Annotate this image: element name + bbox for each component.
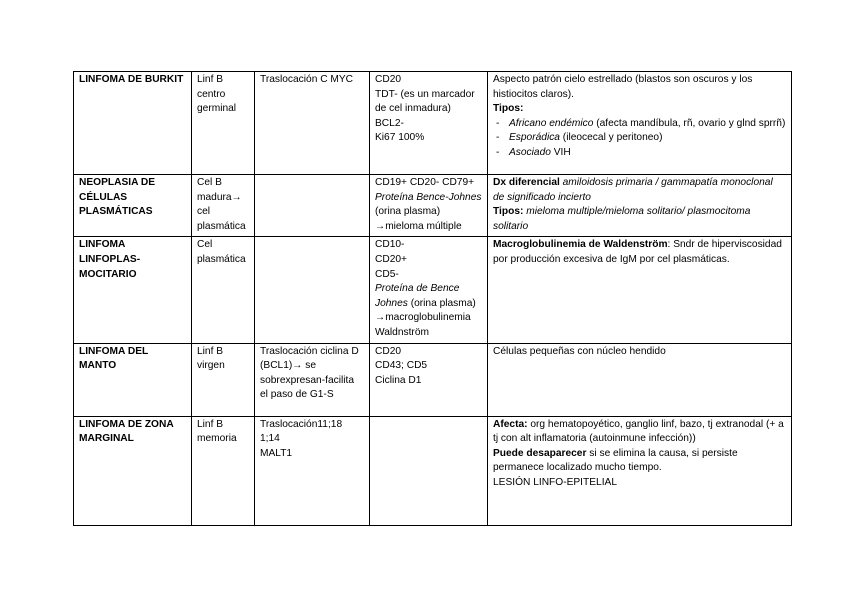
marker-line: CD20 — [375, 74, 402, 85]
cell-origin-cell — [192, 237, 255, 343]
cell-origin-cell — [192, 343, 255, 416]
translocation-cell — [255, 175, 370, 237]
lesion-line: LESIÓN LINFO-EPITELIAL — [493, 476, 617, 488]
type-name: Africano endémico — [509, 117, 594, 129]
cell-origin-line: Cel — [197, 239, 213, 251]
cell-origin-cell — [192, 416, 255, 525]
types-line — [493, 205, 786, 234]
types-label: Tipos: — [493, 103, 524, 115]
row-name-cell: LINFOMA DE BURKIT — [74, 72, 192, 175]
disappear-text: si se elimina la causa, si persiste permanece localizado mucho tiempo. — [493, 447, 738, 474]
list-item — [493, 117, 786, 132]
markers-cell — [370, 175, 488, 237]
markers-cell — [370, 237, 488, 343]
type-detail: VIH — [550, 146, 571, 158]
notes-label: Macroglobulinemia de Waldenström — [493, 239, 668, 251]
cell-origin-line: memoria — [197, 433, 237, 445]
affects-text: org hematopoyético, ganglio linf, bazo, tj extranodal (+ a tj con alt inflamatoria (autoinmune infección)) — [493, 418, 784, 445]
cell-origin-line: cel — [197, 206, 211, 218]
notes-line — [493, 238, 786, 267]
table-row — [74, 343, 792, 416]
marker-line — [375, 282, 482, 340]
cell-origin-cell — [192, 175, 255, 237]
translocation-line: Traslocación11;18 — [260, 418, 343, 430]
types-label: Tipos: — [493, 206, 524, 218]
table-row — [74, 237, 792, 343]
marker-line: Ciclina D1 — [375, 374, 422, 386]
marker-line: CD19+ CD20- CD79+ — [375, 177, 475, 188]
marker-line — [375, 191, 482, 235]
translocation-line: MALT1 — [260, 447, 293, 459]
translocation-cell — [255, 72, 370, 175]
translocation-cell — [255, 343, 370, 416]
list-item — [493, 146, 786, 161]
affects-label: Afecta: — [493, 418, 528, 430]
markers-cell — [370, 416, 488, 525]
marker-after: (orina plasma) →macroglobulinemia Waldnström — [375, 297, 476, 338]
dx-line — [493, 176, 786, 205]
translocation-cell — [255, 237, 370, 343]
types-list — [493, 117, 786, 161]
cell-origin-line: virgen — [197, 360, 225, 372]
row-name-cell: NEOPLASIA DE CÉLULAS PLASMÁTICAS — [74, 175, 192, 237]
marker-line: Ki67 100% — [375, 132, 425, 144]
marker-line: CD5- — [375, 268, 399, 280]
row-name-cell: LINFOMA DEL MANTO — [74, 343, 192, 416]
marker-line: CD10- — [375, 239, 405, 251]
list-item — [493, 131, 786, 146]
dx-label: Dx diferencial — [493, 177, 560, 188]
type-detail: (afecta mandíbula, rñ, ovario y glnd sprrñ) — [593, 117, 786, 129]
marker-italic: Proteína de Bence Johnes — [375, 283, 460, 309]
translocation-line: Traslocación C MYC — [260, 74, 354, 85]
notes-cell — [488, 72, 792, 175]
type-detail: (ileocecal y peritoneo) — [559, 132, 663, 144]
marker-italic: Proteína Bence-Johnes — [375, 191, 482, 203]
marker-after: (orina plasma) →mieloma múltiple — [375, 206, 462, 232]
notes-intro: Aspecto patrón cielo estrellado (blastos son oscuros y los histiocitos claros). — [493, 74, 753, 100]
table-row — [74, 175, 792, 237]
row-name-cell: LINFOMA DE ZONA MARGINAL — [74, 416, 192, 525]
marker-line: BCL2- — [375, 117, 404, 129]
translocation-cell — [255, 416, 370, 525]
marker-line: TDT- (es un marcador de cel inmadura) — [375, 88, 475, 115]
cell-origin-line: Cel B — [197, 177, 222, 188]
cell-origin-line: Linf B — [197, 345, 224, 357]
table-row — [74, 72, 792, 175]
translocation-line: Traslocación ciclina D (BCL1)→ se sobrexpresan-facilita el paso de G1-S — [260, 345, 359, 401]
notes-cell — [488, 237, 792, 343]
notes-cell — [488, 416, 792, 525]
markers-cell — [370, 72, 488, 175]
affects-line — [493, 418, 786, 447]
type-name: Esporádica — [509, 132, 560, 144]
marker-line: CD20+ — [375, 253, 407, 265]
cell-origin-line: madura→ — [197, 191, 242, 203]
row-name-cell: LINFOMA LINFOPLAS-MOCITARIO — [74, 237, 192, 343]
marker-line: CD43; CD5 — [375, 360, 428, 372]
cell-origin-line: Linf B — [197, 418, 224, 430]
markers-cell — [370, 343, 488, 416]
marker-line: CD20 — [375, 345, 402, 357]
type-name: Asociado — [509, 146, 551, 158]
notes-cell — [488, 343, 792, 416]
cell-origin-line: centro — [197, 88, 226, 100]
notes-text: : Sndr de hiperviscosidad por producción excesiva de IgM por cel plasmáticas. — [493, 239, 782, 265]
cell-origin-line: plasmática — [197, 220, 246, 232]
dx-text: amiloidosis primaria / gammapatía monoclonal de significado incierto — [493, 177, 773, 203]
cell-origin-line: plasmática — [197, 253, 246, 265]
disappear-line — [493, 447, 786, 476]
translocation-line: 1;14 — [260, 433, 280, 445]
table-row — [74, 416, 792, 525]
disappear-label: Puede desaparecer — [493, 447, 587, 459]
cell-origin-line: germinal — [197, 103, 237, 115]
notes-text: Células pequeñas con núcleo hendido — [493, 345, 666, 357]
lymphoma-table — [73, 71, 792, 526]
cell-origin-cell — [192, 72, 255, 175]
types-text: mieloma multiple/mieloma solitario/ plasmocitoma solitario — [493, 206, 751, 232]
cell-origin-line: Linf B — [197, 74, 224, 85]
notes-cell — [488, 175, 792, 237]
